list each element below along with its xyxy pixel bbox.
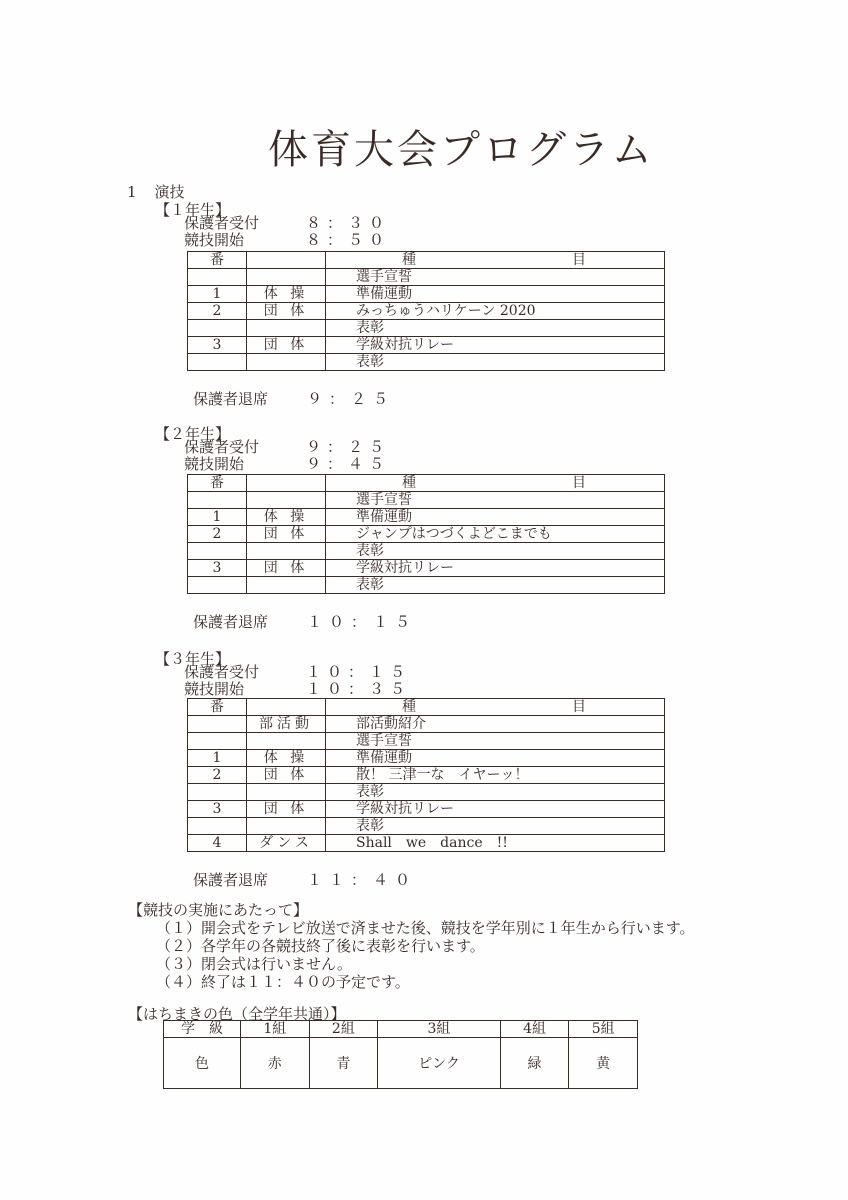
header-type (247, 699, 326, 716)
row-number: 4 (188, 835, 247, 852)
header-cell: 4組 (500, 1021, 569, 1038)
header-cell: 3組 (378, 1021, 501, 1038)
row-event: 表彰 (326, 577, 665, 594)
row-number (188, 784, 247, 801)
row-event: 表彰 (326, 320, 665, 337)
header-type (247, 252, 326, 269)
row-type: 団 体 (247, 767, 326, 784)
table-header-row (164, 1021, 638, 1038)
note-item: （４）終了は１１：４０の予定です。 (156, 973, 410, 991)
row-event: 選手宣誓 (326, 492, 665, 509)
grade-heading: 【１年生】 (155, 201, 231, 219)
grade-schedule (184, 215, 390, 249)
header-cell: 2組 (309, 1021, 378, 1038)
row-number (188, 492, 247, 509)
table-row (164, 1038, 638, 1089)
row-type (247, 577, 326, 594)
color-cell: 緑 (500, 1038, 569, 1089)
leave-time-line (193, 869, 417, 890)
row-number: 3 (188, 337, 247, 354)
row-type: 体 操 (247, 750, 326, 767)
note-item: （２）各学年の各競技終了後に表彰を行います。 (156, 937, 485, 955)
table-row (188, 560, 665, 577)
header-no: 番 (188, 252, 247, 269)
header-cell: 5組 (569, 1021, 638, 1038)
row-type: 団 体 (247, 526, 326, 543)
row-number: 1 (188, 509, 247, 526)
section-label: 演技 (154, 183, 185, 201)
table-row (188, 767, 665, 784)
grade-schedule (184, 439, 390, 473)
header-name-a: 種 (402, 698, 416, 715)
program-table (187, 251, 665, 371)
row-number: 1 (188, 286, 247, 303)
table-row (188, 320, 665, 337)
row-number (188, 818, 247, 835)
header-no: 番 (188, 475, 247, 492)
row-event: 準備運動 (326, 286, 665, 303)
table-row (188, 337, 665, 354)
start-label: 競技開始 (184, 455, 245, 473)
header-cell: 1組 (241, 1021, 310, 1038)
row-event: 表彰 (326, 818, 665, 835)
table-row (188, 577, 665, 594)
row-type: 部活動 (247, 716, 326, 733)
color-cell: 青 (309, 1038, 378, 1089)
table-row (188, 750, 665, 767)
table-row (188, 733, 665, 750)
table-row (188, 801, 665, 818)
table-row (188, 835, 665, 852)
reception-label: 保護者受付 (184, 663, 260, 681)
row-type (247, 784, 326, 801)
table-header-row (188, 252, 665, 269)
row-number (188, 320, 247, 337)
row-event: 準備運動 (326, 509, 665, 526)
header-name (326, 475, 665, 492)
page-title: 体育大会プログラム (268, 127, 655, 173)
leave-time: １１：４０ (307, 871, 418, 889)
header-name-b: 目 (572, 698, 586, 715)
row-type (247, 818, 326, 835)
row-type (247, 733, 326, 750)
row-number: 2 (188, 303, 247, 320)
row-event: 選手宣誓 (326, 269, 665, 286)
row-event: 学級対抗リレー (326, 560, 665, 577)
row-type: 団 体 (247, 337, 326, 354)
notes-heading: 【競技の実施にあたって】 (128, 901, 309, 919)
row-event: 準備運動 (326, 750, 665, 767)
grade-schedule (184, 664, 411, 698)
leave-label: 保護者退席 (193, 871, 269, 889)
row-number (188, 577, 247, 594)
row-event: ジャンプはつづくよどこまでも (326, 526, 665, 543)
row-number: 3 (188, 801, 247, 818)
row-number: 2 (188, 526, 247, 543)
color-cell: 黄 (569, 1038, 638, 1089)
leave-time-line (193, 388, 395, 409)
headband-heading: 【はちまきの色（全学年共通）】 (128, 1005, 346, 1023)
table-row (188, 354, 665, 371)
start-time: ９：４５ (306, 455, 391, 473)
start-label: 競技開始 (184, 680, 245, 698)
row-number (188, 543, 247, 560)
header-name-b: 目 (572, 251, 586, 268)
table-row (188, 269, 665, 286)
row-event: 学級対抗リレー (326, 337, 665, 354)
note-item: （３）閉会式は行いません。 (156, 955, 352, 973)
row-type (247, 269, 326, 286)
header-name (326, 252, 665, 269)
reception-label: 保護者受付 (184, 438, 260, 456)
row-event: みっちゅうハリケーン 2020 (326, 303, 665, 320)
color-cell: 赤 (241, 1038, 310, 1089)
leave-label: 保護者退席 (193, 390, 269, 408)
row-type (247, 492, 326, 509)
row-event: 表彰 (326, 354, 665, 371)
table-row (188, 818, 665, 835)
reception-time: １０：１５ (306, 663, 412, 681)
row-number: 1 (188, 750, 247, 767)
table-row (188, 784, 665, 801)
header-name-a: 種 (402, 251, 416, 268)
row-type (247, 354, 326, 371)
notes-block (128, 901, 695, 991)
table-row (188, 303, 665, 320)
header-no: 番 (188, 699, 247, 716)
note-item: （１）開会式をテレビ放送で済ませた後、競技を学年別に１年生から行います。 (156, 919, 695, 937)
row-event: 表彰 (326, 784, 665, 801)
table-row (188, 286, 665, 303)
row-number (188, 733, 247, 750)
row-number (188, 716, 247, 733)
color-cell: 色 (164, 1038, 241, 1089)
table-row (188, 716, 665, 733)
row-event: 選手宣誓 (326, 733, 665, 750)
section-number: 1 (127, 183, 137, 201)
row-type: 体 操 (247, 509, 326, 526)
header-type (247, 475, 326, 492)
header-name (326, 699, 665, 716)
program-table (187, 698, 665, 852)
reception-time: ９：２５ (306, 438, 391, 456)
leave-time: １０：１５ (307, 613, 418, 631)
row-number: 2 (188, 767, 247, 784)
row-type (247, 320, 326, 337)
table-row (188, 526, 665, 543)
row-number (188, 354, 247, 371)
reception-label: 保護者受付 (184, 214, 260, 232)
start-label: 競技開始 (184, 231, 245, 249)
row-event: 散！ 三津一な イヤーッ！ (326, 767, 665, 784)
row-event: 表彰 (326, 543, 665, 560)
row-type: 団 体 (247, 303, 326, 320)
header-name-b: 目 (572, 474, 586, 491)
row-type (247, 543, 326, 560)
row-type: ダンス (247, 835, 326, 852)
program-table (187, 474, 665, 594)
reception-time: ８：３０ (306, 214, 391, 232)
header-cell: 学 級 (164, 1021, 241, 1038)
header-name-a: 種 (402, 474, 416, 491)
row-event: Shall we dance !! (326, 835, 665, 852)
row-type: 団 体 (247, 560, 326, 577)
leave-time: ９：２５ (307, 390, 396, 408)
table-row (188, 543, 665, 560)
headband-color-table (163, 1020, 638, 1089)
start-time: １０：３５ (306, 680, 412, 698)
row-number (188, 269, 247, 286)
row-event: 部活動紹介 (326, 716, 665, 733)
row-type: 体 操 (247, 286, 326, 303)
table-header-row (188, 699, 665, 716)
row-type: 団 体 (247, 801, 326, 818)
table-row (188, 509, 665, 526)
table-header-row (188, 475, 665, 492)
grade-heading: 【２年生】 (155, 425, 231, 443)
row-number: 3 (188, 560, 247, 577)
grade-heading: 【３年生】 (155, 650, 231, 668)
row-event: 学級対抗リレー (326, 801, 665, 818)
color-cell: ピンク (378, 1038, 501, 1089)
leave-time-line (193, 611, 417, 632)
leave-label: 保護者退席 (193, 613, 269, 631)
start-time: ８：５０ (306, 231, 391, 249)
table-row (188, 492, 665, 509)
